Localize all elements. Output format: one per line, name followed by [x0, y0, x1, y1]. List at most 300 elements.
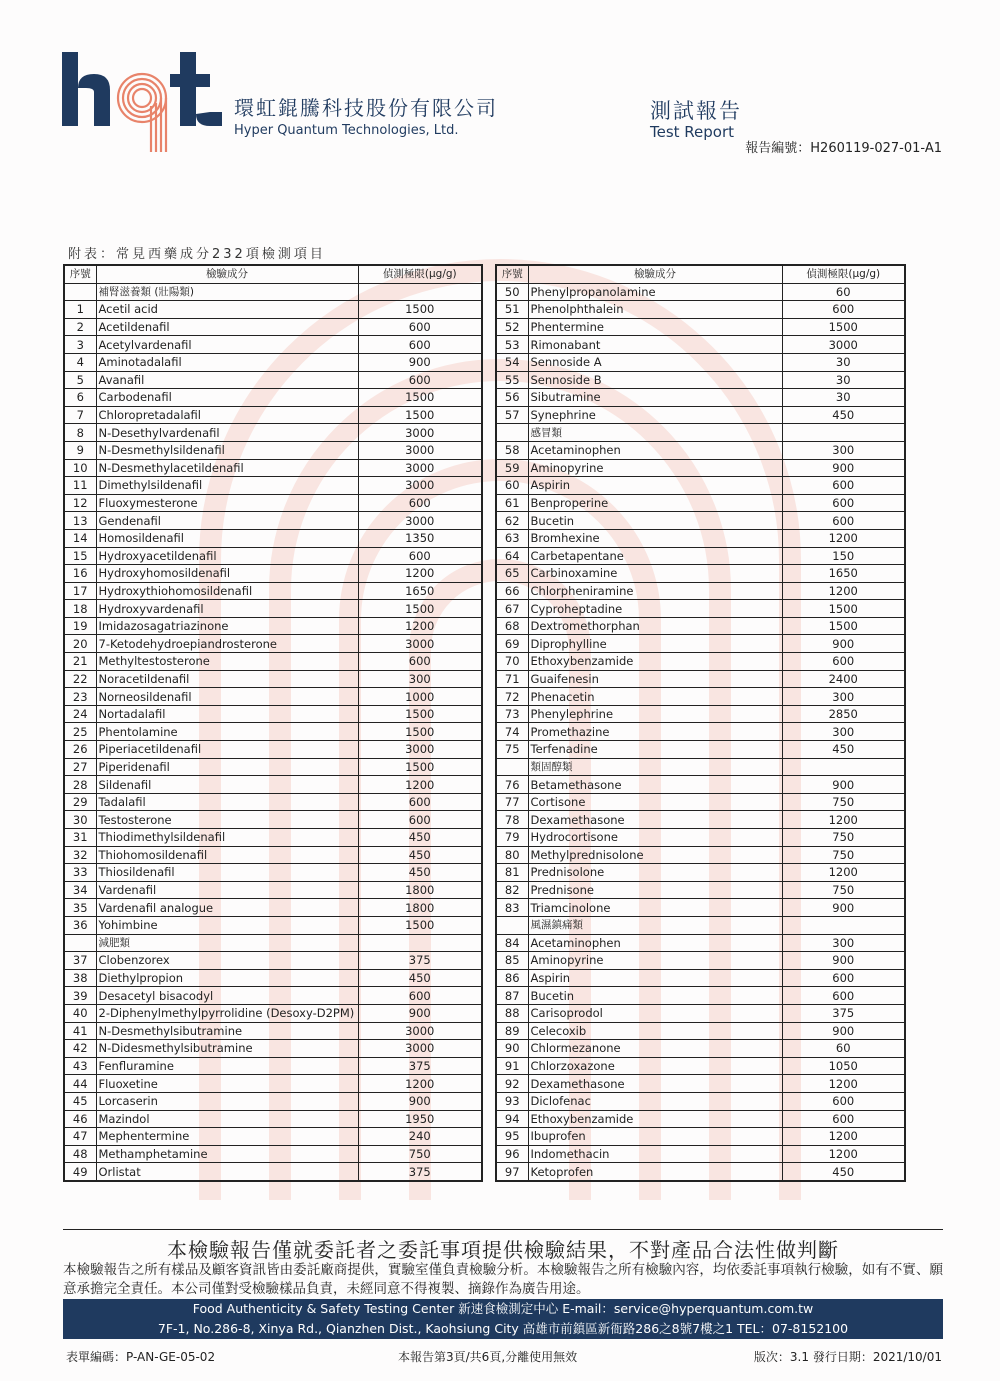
row-component: Phenacetin: [528, 688, 782, 706]
row-component: Dexamethasone: [528, 811, 782, 829]
row-component: Triamcinolone: [528, 899, 782, 917]
row-component: Yohimbine: [96, 916, 358, 934]
row-limit: 1050: [782, 1057, 905, 1075]
report-title-en: Test Report: [650, 123, 735, 141]
row-component: Aspirin: [528, 477, 782, 495]
row-limit: 750: [782, 829, 905, 847]
row-limit: 1000: [358, 688, 482, 706]
row-no: 12: [64, 494, 96, 512]
table-row: [496, 301, 905, 319]
header-component: 檢驗成分: [96, 265, 358, 283]
row-limit: 2400: [782, 670, 905, 688]
row-limit: 600: [358, 547, 482, 565]
row-component: Vardenafil: [96, 881, 358, 899]
row-no: 47: [64, 1128, 96, 1146]
row-limit: 1650: [782, 565, 905, 583]
row-component: Sennoside A: [528, 353, 782, 371]
row-component: Chlorzoxazone: [528, 1057, 782, 1075]
row-no: 38: [64, 969, 96, 987]
category-label: 補腎滋養類 (壯陽類): [96, 283, 358, 301]
row-no: 94: [496, 1110, 528, 1128]
table-row: [64, 301, 482, 319]
row-limit: 600: [358, 318, 482, 336]
row-component: Thiodimethylsildenafil: [96, 829, 358, 847]
row-component: N-Desethylvardenafil: [96, 424, 358, 442]
row-limit: 600: [358, 987, 482, 1005]
row-component: N-Desmethylsibutramine: [96, 1022, 358, 1040]
row-component: Desacetyl bisacodyl: [96, 987, 358, 1005]
table-row: [64, 406, 482, 424]
row-limit: 3000: [358, 741, 482, 759]
row-component: Cyproheptadine: [528, 600, 782, 618]
table-row: [496, 512, 905, 530]
row-component: Tadalafil: [96, 793, 358, 811]
row-no: 80: [496, 846, 528, 864]
table-row: [64, 1075, 482, 1093]
header-limit: 偵測極限(μg/g): [782, 265, 905, 283]
row-limit: 3000: [358, 477, 482, 495]
table-row: [496, 1075, 905, 1093]
row-limit: 450: [782, 406, 905, 424]
table-row: [64, 459, 482, 477]
row-no: 7: [64, 406, 96, 424]
row-no: 36: [64, 916, 96, 934]
row-no: 97: [496, 1163, 528, 1181]
row-component: Carbinoxamine: [528, 565, 782, 583]
header-no: 序號: [496, 265, 528, 283]
row-limit: 1500: [358, 916, 482, 934]
category-row: [496, 758, 905, 776]
table-row: [64, 952, 482, 970]
row-component: Benproperine: [528, 494, 782, 512]
row-no: 6: [64, 389, 96, 407]
table-row: [496, 582, 905, 600]
row-limit: 1500: [358, 389, 482, 407]
table-row: [496, 318, 905, 336]
table-row: [64, 969, 482, 987]
row-no: 45: [64, 1092, 96, 1110]
row-no: 16: [64, 565, 96, 583]
row-limit: 900: [358, 1092, 482, 1110]
table-row: [64, 899, 482, 917]
row-no: 49: [64, 1163, 96, 1181]
row-no: 56: [496, 389, 528, 407]
row-limit: 750: [782, 793, 905, 811]
row-no: 48: [64, 1145, 96, 1163]
row-component: Methylprednisolone: [528, 846, 782, 864]
row-limit: 450: [358, 829, 482, 847]
row-component: Aspirin: [528, 969, 782, 987]
row-limit: 60: [782, 283, 905, 301]
row-limit: 900: [358, 1004, 482, 1022]
row-limit: 1350: [358, 529, 482, 547]
row-component: Phentermine: [528, 318, 782, 336]
row-no: 15: [64, 547, 96, 565]
row-component: Methamphetamine: [96, 1145, 358, 1163]
row-limit: 150: [782, 547, 905, 565]
row-component: Acetaminophen: [528, 934, 782, 952]
row-component: Dextromethorphan: [528, 617, 782, 635]
row-component: Sibutramine: [528, 389, 782, 407]
category-no-cell: [64, 934, 96, 952]
row-component: Bromhexine: [528, 529, 782, 547]
row-component: Dexamethasone: [528, 1075, 782, 1093]
row-no: 44: [64, 1075, 96, 1093]
row-component: Clobenzorex: [96, 952, 358, 970]
row-no: 41: [64, 1022, 96, 1040]
table-row: [64, 741, 482, 759]
table-row: [496, 353, 905, 371]
row-limit: 240: [358, 1128, 482, 1146]
table-row: [64, 600, 482, 618]
row-component: Betamethasone: [528, 776, 782, 794]
contact-bar: [63, 1299, 943, 1339]
table-row: [496, 987, 905, 1005]
row-limit: 30: [782, 371, 905, 389]
row-no: 52: [496, 318, 528, 336]
table-row: [64, 829, 482, 847]
row-limit: 375: [358, 1163, 482, 1181]
row-limit: 3000: [358, 441, 482, 459]
table-row: [64, 1004, 482, 1022]
table-header-row: [496, 265, 905, 283]
row-limit: 600: [782, 969, 905, 987]
table-row: [64, 670, 482, 688]
category-row: [64, 283, 482, 301]
row-component: Ethoxybenzamide: [528, 653, 782, 671]
row-limit: 60: [782, 1040, 905, 1058]
row-limit: 900: [782, 952, 905, 970]
category-label: 感冒類: [528, 424, 782, 442]
row-component: N-Desmethylsildenafil: [96, 441, 358, 459]
table-row: [496, 811, 905, 829]
row-component: 7-Ketodehydroepiandrosterone: [96, 635, 358, 653]
table-row: [64, 1128, 482, 1146]
table-row: [64, 441, 482, 459]
header-no: 序號: [64, 265, 96, 283]
table-row: [496, 653, 905, 671]
table-row: [496, 881, 905, 899]
table-row: [496, 864, 905, 882]
row-no: 90: [496, 1040, 528, 1058]
row-component: Phenylephrine: [528, 705, 782, 723]
page-info: 本報告第3頁/共6頁,分離使用無效: [398, 1350, 578, 1364]
table-row: [496, 741, 905, 759]
table-row: [64, 864, 482, 882]
row-limit: 600: [782, 477, 905, 495]
row-component: Acetaminophen: [528, 441, 782, 459]
row-limit: 300: [782, 723, 905, 741]
row-limit: 900: [782, 776, 905, 794]
row-component: Acetil acid: [96, 301, 358, 319]
row-component: Methyltestosterone: [96, 653, 358, 671]
row-component: Mephentermine: [96, 1128, 358, 1146]
table-row: [496, 793, 905, 811]
table-row: [496, 670, 905, 688]
row-component: Terfenadine: [528, 741, 782, 759]
divider: [63, 1229, 943, 1230]
table-row: [64, 494, 482, 512]
table-row: [496, 1092, 905, 1110]
table-row: [496, 459, 905, 477]
row-component: Gendenafil: [96, 512, 358, 530]
row-limit: 3000: [358, 459, 482, 477]
company-name: [234, 92, 498, 138]
table-row: [64, 371, 482, 389]
header-component: 檢驗成分: [528, 265, 782, 283]
row-limit: 1200: [358, 1075, 482, 1093]
row-component: Diclofenac: [528, 1092, 782, 1110]
table-row: [64, 987, 482, 1005]
table-row: [64, 336, 482, 354]
row-limit: 600: [358, 494, 482, 512]
row-limit: 1200: [782, 529, 905, 547]
row-limit: 1500: [358, 723, 482, 741]
row-limit: 1500: [358, 301, 482, 319]
row-no: 22: [64, 670, 96, 688]
row-no: 29: [64, 793, 96, 811]
row-component: Promethazine: [528, 723, 782, 741]
row-limit: 3000: [358, 1040, 482, 1058]
row-limit: 30: [782, 353, 905, 371]
row-limit: 1200: [782, 582, 905, 600]
table-row: [64, 635, 482, 653]
row-limit: 750: [358, 1145, 482, 1163]
row-no: 39: [64, 987, 96, 1005]
row-no: 40: [64, 1004, 96, 1022]
row-no: 43: [64, 1057, 96, 1075]
table-row: [64, 846, 482, 864]
category-no-cell: [496, 916, 528, 934]
row-no: 24: [64, 705, 96, 723]
row-no: 59: [496, 459, 528, 477]
table-row: [64, 723, 482, 741]
table-header-row: [64, 265, 482, 283]
row-component: Synephrine: [528, 406, 782, 424]
row-limit: 600: [358, 336, 482, 354]
row-limit: 1500: [358, 758, 482, 776]
row-limit: 450: [358, 846, 482, 864]
row-component: Thiosildenafil: [96, 864, 358, 882]
row-no: 81: [496, 864, 528, 882]
company-name-en: Hyper Quantum Technologies, Ltd.: [234, 123, 459, 138]
row-no: 82: [496, 881, 528, 899]
row-component: Imidazosagatriazinone: [96, 617, 358, 635]
row-no: 25: [64, 723, 96, 741]
row-limit: 600: [782, 653, 905, 671]
table-row: [64, 1022, 482, 1040]
table-row: [496, 829, 905, 847]
table-row: [64, 881, 482, 899]
row-limit: 1200: [782, 811, 905, 829]
row-no: 32: [64, 846, 96, 864]
row-no: 93: [496, 1092, 528, 1110]
table-row: [64, 1145, 482, 1163]
row-component: Ethoxybenzamide: [528, 1110, 782, 1128]
row-component: Avanafil: [96, 371, 358, 389]
table-row: [496, 617, 905, 635]
row-component: Celecoxib: [528, 1022, 782, 1040]
row-limit: 3000: [358, 512, 482, 530]
table-row: [64, 424, 482, 442]
row-no: 74: [496, 723, 528, 741]
row-component: Noracetildenafil: [96, 670, 358, 688]
row-component: Fenfluramine: [96, 1057, 358, 1075]
row-component: Hydroxyacetildenafil: [96, 547, 358, 565]
row-limit: 450: [358, 969, 482, 987]
row-limit: 600: [358, 653, 482, 671]
table-row: [496, 705, 905, 723]
row-no: 69: [496, 635, 528, 653]
row-no: 51: [496, 301, 528, 319]
row-component: Hydrocortisone: [528, 829, 782, 847]
row-component: Homosildenafil: [96, 529, 358, 547]
row-component: Orlistat: [96, 1163, 358, 1181]
row-component: Prednisolone: [528, 864, 782, 882]
table-row: [64, 653, 482, 671]
row-limit: 3000: [358, 424, 482, 442]
row-limit: 300: [782, 441, 905, 459]
table-row: [64, 758, 482, 776]
row-component: Hydroxyhomosildenafil: [96, 565, 358, 583]
row-no: 27: [64, 758, 96, 776]
table-row: [64, 1092, 482, 1110]
category-row: [496, 424, 905, 442]
company-name-zh: 環虹錕騰科技股份有限公司: [234, 96, 498, 120]
row-component: N-Didesmethylsibutramine: [96, 1040, 358, 1058]
row-no: 10: [64, 459, 96, 477]
row-limit: 300: [358, 670, 482, 688]
row-component: Cortisone: [528, 793, 782, 811]
row-limit: 1800: [358, 881, 482, 899]
table-row: [496, 934, 905, 952]
table-row: [64, 1163, 482, 1181]
row-limit: 300: [782, 688, 905, 706]
row-limit: 750: [782, 846, 905, 864]
contact-line-1: Food Authenticity & Safety Testing Center 新速食檢測定中心 E-mail：service@hyperquantum.com.tw: [192, 1301, 814, 1316]
table-row: [64, 389, 482, 407]
table-row: [64, 688, 482, 706]
row-limit: 1200: [358, 565, 482, 583]
notice: 本檢驗報告之所有樣品及顧客資訊皆由委託廠商提供，實驗室僅負責檢驗分析。本檢驗報告之所有檢驗內容，均依委託事項執行檢驗，如有不實、願意承擔完全責任。本公司僅對受檢驗樣品負責，未經同意不得複製、摘錄作為廣告用途。: [63, 1262, 943, 1297]
row-component: Guaifenesin: [528, 670, 782, 688]
table-row: [496, 600, 905, 618]
row-component: Piperidenafil: [96, 758, 358, 776]
table-row: [64, 477, 482, 495]
table-row: [496, 1040, 905, 1058]
row-component: Ibuprofen: [528, 1128, 782, 1146]
row-no: 95: [496, 1128, 528, 1146]
row-component: Sennoside B: [528, 371, 782, 389]
left-table: [63, 264, 483, 1182]
row-no: 2: [64, 318, 96, 336]
row-component: Aminopyrine: [528, 952, 782, 970]
row-component: Bucetin: [528, 987, 782, 1005]
table-row: [64, 811, 482, 829]
row-component: Phenolphthalein: [528, 301, 782, 319]
report-title-zh: 測試報告: [650, 99, 742, 123]
appendix-title: 附表：常見西藥成分232項檢測項目: [68, 247, 326, 262]
row-no: 62: [496, 512, 528, 530]
row-component: Aminotadalafil: [96, 353, 358, 371]
row-no: 89: [496, 1022, 528, 1040]
form-number: 表單編碼：P-AN-GE-05-02: [66, 1350, 216, 1364]
row-component: Carbetapentane: [528, 547, 782, 565]
row-limit: 600: [782, 1092, 905, 1110]
row-component: Carbodenafil: [96, 389, 358, 407]
table-row: [496, 688, 905, 706]
row-no: 33: [64, 864, 96, 882]
row-limit: 1500: [782, 318, 905, 336]
row-component: Sildenafil: [96, 776, 358, 794]
category-val-cell: [782, 424, 905, 442]
table-row: [496, 477, 905, 495]
table-row: [64, 512, 482, 530]
category-no-cell: [64, 283, 96, 301]
row-no: 83: [496, 899, 528, 917]
row-limit: 450: [358, 864, 482, 882]
row-no: 35: [64, 899, 96, 917]
row-no: 21: [64, 653, 96, 671]
table-row: [64, 1057, 482, 1075]
row-no: 3: [64, 336, 96, 354]
row-no: 18: [64, 600, 96, 618]
table-row: [496, 1057, 905, 1075]
row-no: 61: [496, 494, 528, 512]
row-limit: 600: [782, 1110, 905, 1128]
category-val-cell: [358, 934, 482, 952]
row-component: Hydroxythiohomosildenafil: [96, 582, 358, 600]
category-val-cell: [782, 916, 905, 934]
row-limit: 600: [358, 371, 482, 389]
row-component: Chlormezanone: [528, 1040, 782, 1058]
row-no: 66: [496, 582, 528, 600]
row-component: Vardenafil analogue: [96, 899, 358, 917]
row-no: 26: [64, 741, 96, 759]
row-no: 20: [64, 635, 96, 653]
table-row: [64, 353, 482, 371]
table-row: [64, 529, 482, 547]
category-label: 風濕鎮痛類: [528, 916, 782, 934]
table-row: [496, 1110, 905, 1128]
row-limit: 1200: [782, 1075, 905, 1093]
row-no: 14: [64, 529, 96, 547]
table-row: [496, 723, 905, 741]
row-no: 73: [496, 705, 528, 723]
row-limit: 3000: [358, 635, 482, 653]
row-no: 78: [496, 811, 528, 829]
row-component: Lorcaserin: [96, 1092, 358, 1110]
row-component: Phenylpropanolamine: [528, 283, 782, 301]
row-component: Norneosildenafil: [96, 688, 358, 706]
row-no: 23: [64, 688, 96, 706]
row-component: Bucetin: [528, 512, 782, 530]
table-row: [496, 389, 905, 407]
row-limit: 1650: [358, 582, 482, 600]
row-limit: 1950: [358, 1110, 482, 1128]
row-no: 71: [496, 670, 528, 688]
row-limit: 375: [358, 952, 482, 970]
row-no: 19: [64, 617, 96, 635]
contact-line-2: 7F-1, No.286-8, Xinya Rd., Qianzhen Dist., Kaohsiung City 高雄市前鎮區新衙路286之8號7樓之1 TEL：07-8152100: [157, 1321, 849, 1336]
row-no: 63: [496, 529, 528, 547]
row-no: 88: [496, 1004, 528, 1022]
category-no-cell: [496, 758, 528, 776]
category-val-cell: [782, 758, 905, 776]
table-row: [496, 952, 905, 970]
category-row: [496, 916, 905, 934]
row-no: 50: [496, 283, 528, 301]
